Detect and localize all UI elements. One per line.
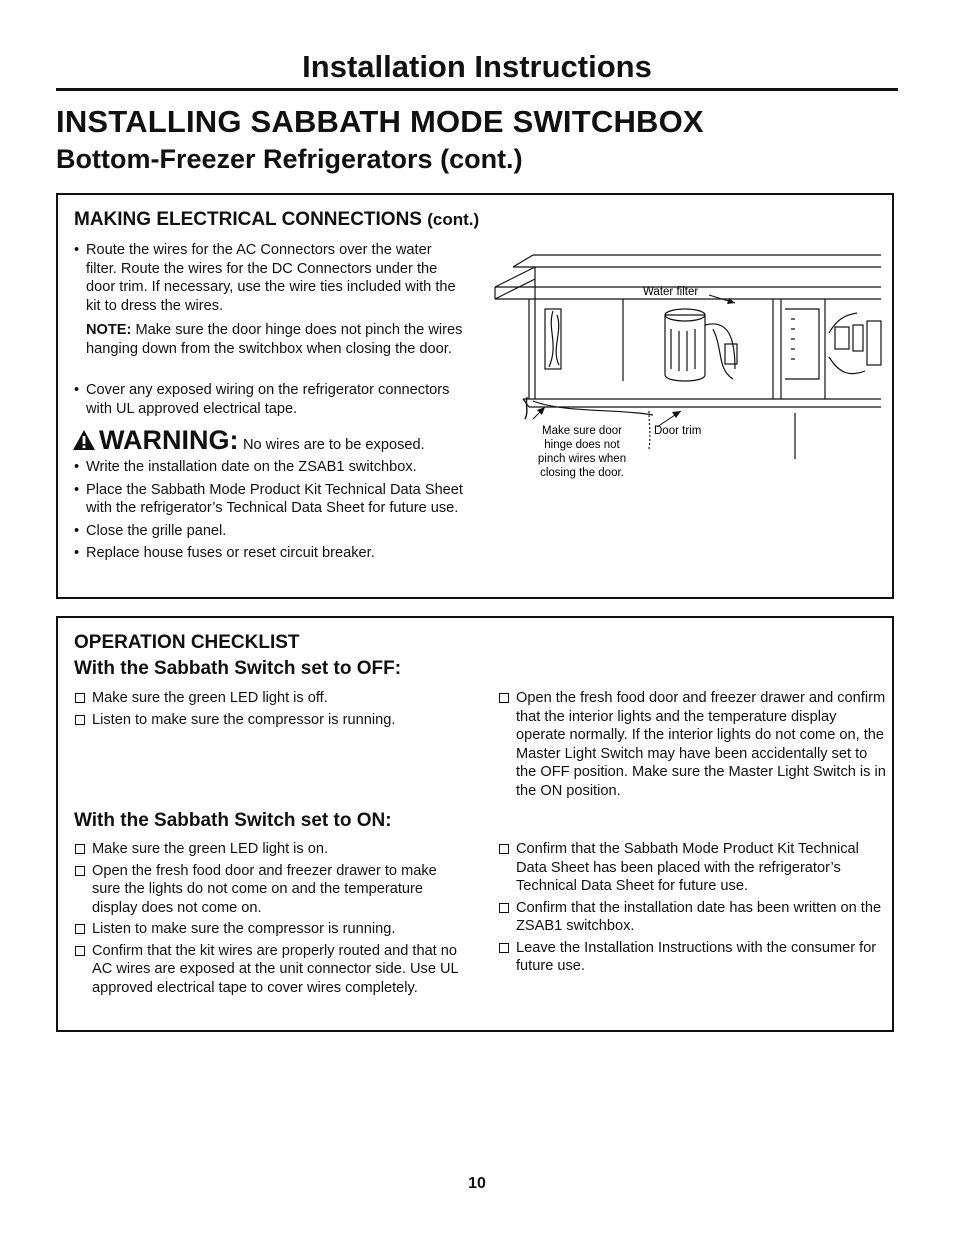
checklist-item: Confirm that the kit wires are properly routed and that no AC wires are exposed at the unit connector side. Use UL approved electrical tape to cover wires completely.	[74, 942, 466, 998]
section-subtitle: Bottom-Freezer Refrigerators (cont.)	[56, 144, 523, 174]
figure-label-hinge-line: Make sure door	[542, 425, 622, 437]
figure-label-water-filter: Water filter	[643, 286, 699, 298]
page-number: 10	[468, 1175, 486, 1192]
off-left-checklist	[74, 689, 466, 729]
electrical-bullets-bottom	[74, 458, 466, 563]
off-right-checklist	[498, 689, 888, 800]
warning-text: No wires are to be exposed.	[242, 437, 425, 453]
warning-line	[72, 425, 425, 456]
checklist-item: Leave the Installation Instructions with the consumer for future use.	[498, 939, 890, 976]
list-item: • Place the Sabbath Mode Product Kit Technical Data Sheet with the refrigerator’s Technical Data Sheet for future use.	[74, 481, 466, 518]
list-item: • Cover any exposed wiring on the refrigerator connectors with UL approved electrical tape.	[74, 381, 466, 418]
section-title: INSTALLING SABBATH MODE SWITCHBOX	[56, 104, 704, 139]
figure-label-door-trim: Door trim	[654, 425, 702, 437]
electrical-heading-suffix: (cont.)	[427, 210, 480, 229]
checklist-item: Open the fresh food door and freezer drawer and confirm that the interior lights and the temperature display operate normally. If the interior lights do not come on, the Master Light Switch may have been accidentally set to the OFF position. Make sure the Master Light Switch is in the ON position.	[498, 689, 888, 800]
refrigerator-wiring-figure	[473, 249, 883, 479]
off-heading: With the Sabbath Switch set to OFF:	[74, 658, 402, 679]
figure-label-hinge-line: hinge does not	[544, 439, 620, 451]
list-item: • Route the wires for the AC Connectors over the water filter. Route the wires for the DC Connectors under the door trim. If necessary, use the wire ties included with the kit to dress the wires.	[74, 241, 466, 315]
electrical-heading	[74, 209, 479, 231]
on-heading: With the Sabbath Switch set to ON:	[74, 810, 392, 831]
checklist-item: Listen to make sure the compressor is running.	[74, 920, 466, 939]
electrical-bullets-mid	[74, 381, 466, 418]
electrical-connections-box	[56, 193, 894, 599]
operation-checklist-box	[56, 616, 894, 1032]
checklist-heading: OPERATION CHECKLIST	[74, 632, 300, 653]
checklist-item: Confirm that the installation date has been written on the ZSAB1 switchbox.	[498, 899, 890, 936]
electrical-heading-text: MAKING ELECTRICAL CONNECTIONS	[74, 209, 422, 230]
note-text: Make sure the door hinge does not pinch the wires hanging down from the switchbox when closing the door.	[86, 322, 463, 357]
on-right-checklist	[498, 840, 890, 976]
note-label: NOTE:	[86, 322, 132, 338]
figure-label-hinge-line: closing the door.	[540, 467, 624, 479]
warning-word: WARNING:	[99, 425, 239, 455]
checklist-item: Make sure the green LED light is off.	[74, 689, 466, 708]
checklist-item: Open the fresh food door and freezer drawer to make sure the lights do not come on and the temperature display does not come on.	[74, 862, 466, 918]
checklist-item: Confirm that the Sabbath Mode Product Kit Technical Data Sheet has been placed with the refrigerator’s Technical Data Sheet for future use.	[498, 840, 890, 896]
on-left-checklist	[74, 840, 466, 997]
list-item: • Write the installation date on the ZSAB1 switchbox.	[74, 458, 466, 477]
electrical-bullets-top	[74, 241, 466, 315]
figure-label-hinge-line: pinch wires when	[537, 453, 627, 465]
list-item: • Replace house fuses or reset circuit breaker.	[74, 544, 466, 563]
page-header-title: Installation Instructions	[56, 48, 898, 91]
warning-icon	[72, 429, 96, 456]
checklist-item: Make sure the green LED light is on.	[74, 840, 466, 859]
note-paragraph	[86, 321, 464, 358]
checklist-item: Listen to make sure the compressor is running.	[74, 711, 466, 730]
list-item: • Close the grille panel.	[74, 522, 466, 541]
